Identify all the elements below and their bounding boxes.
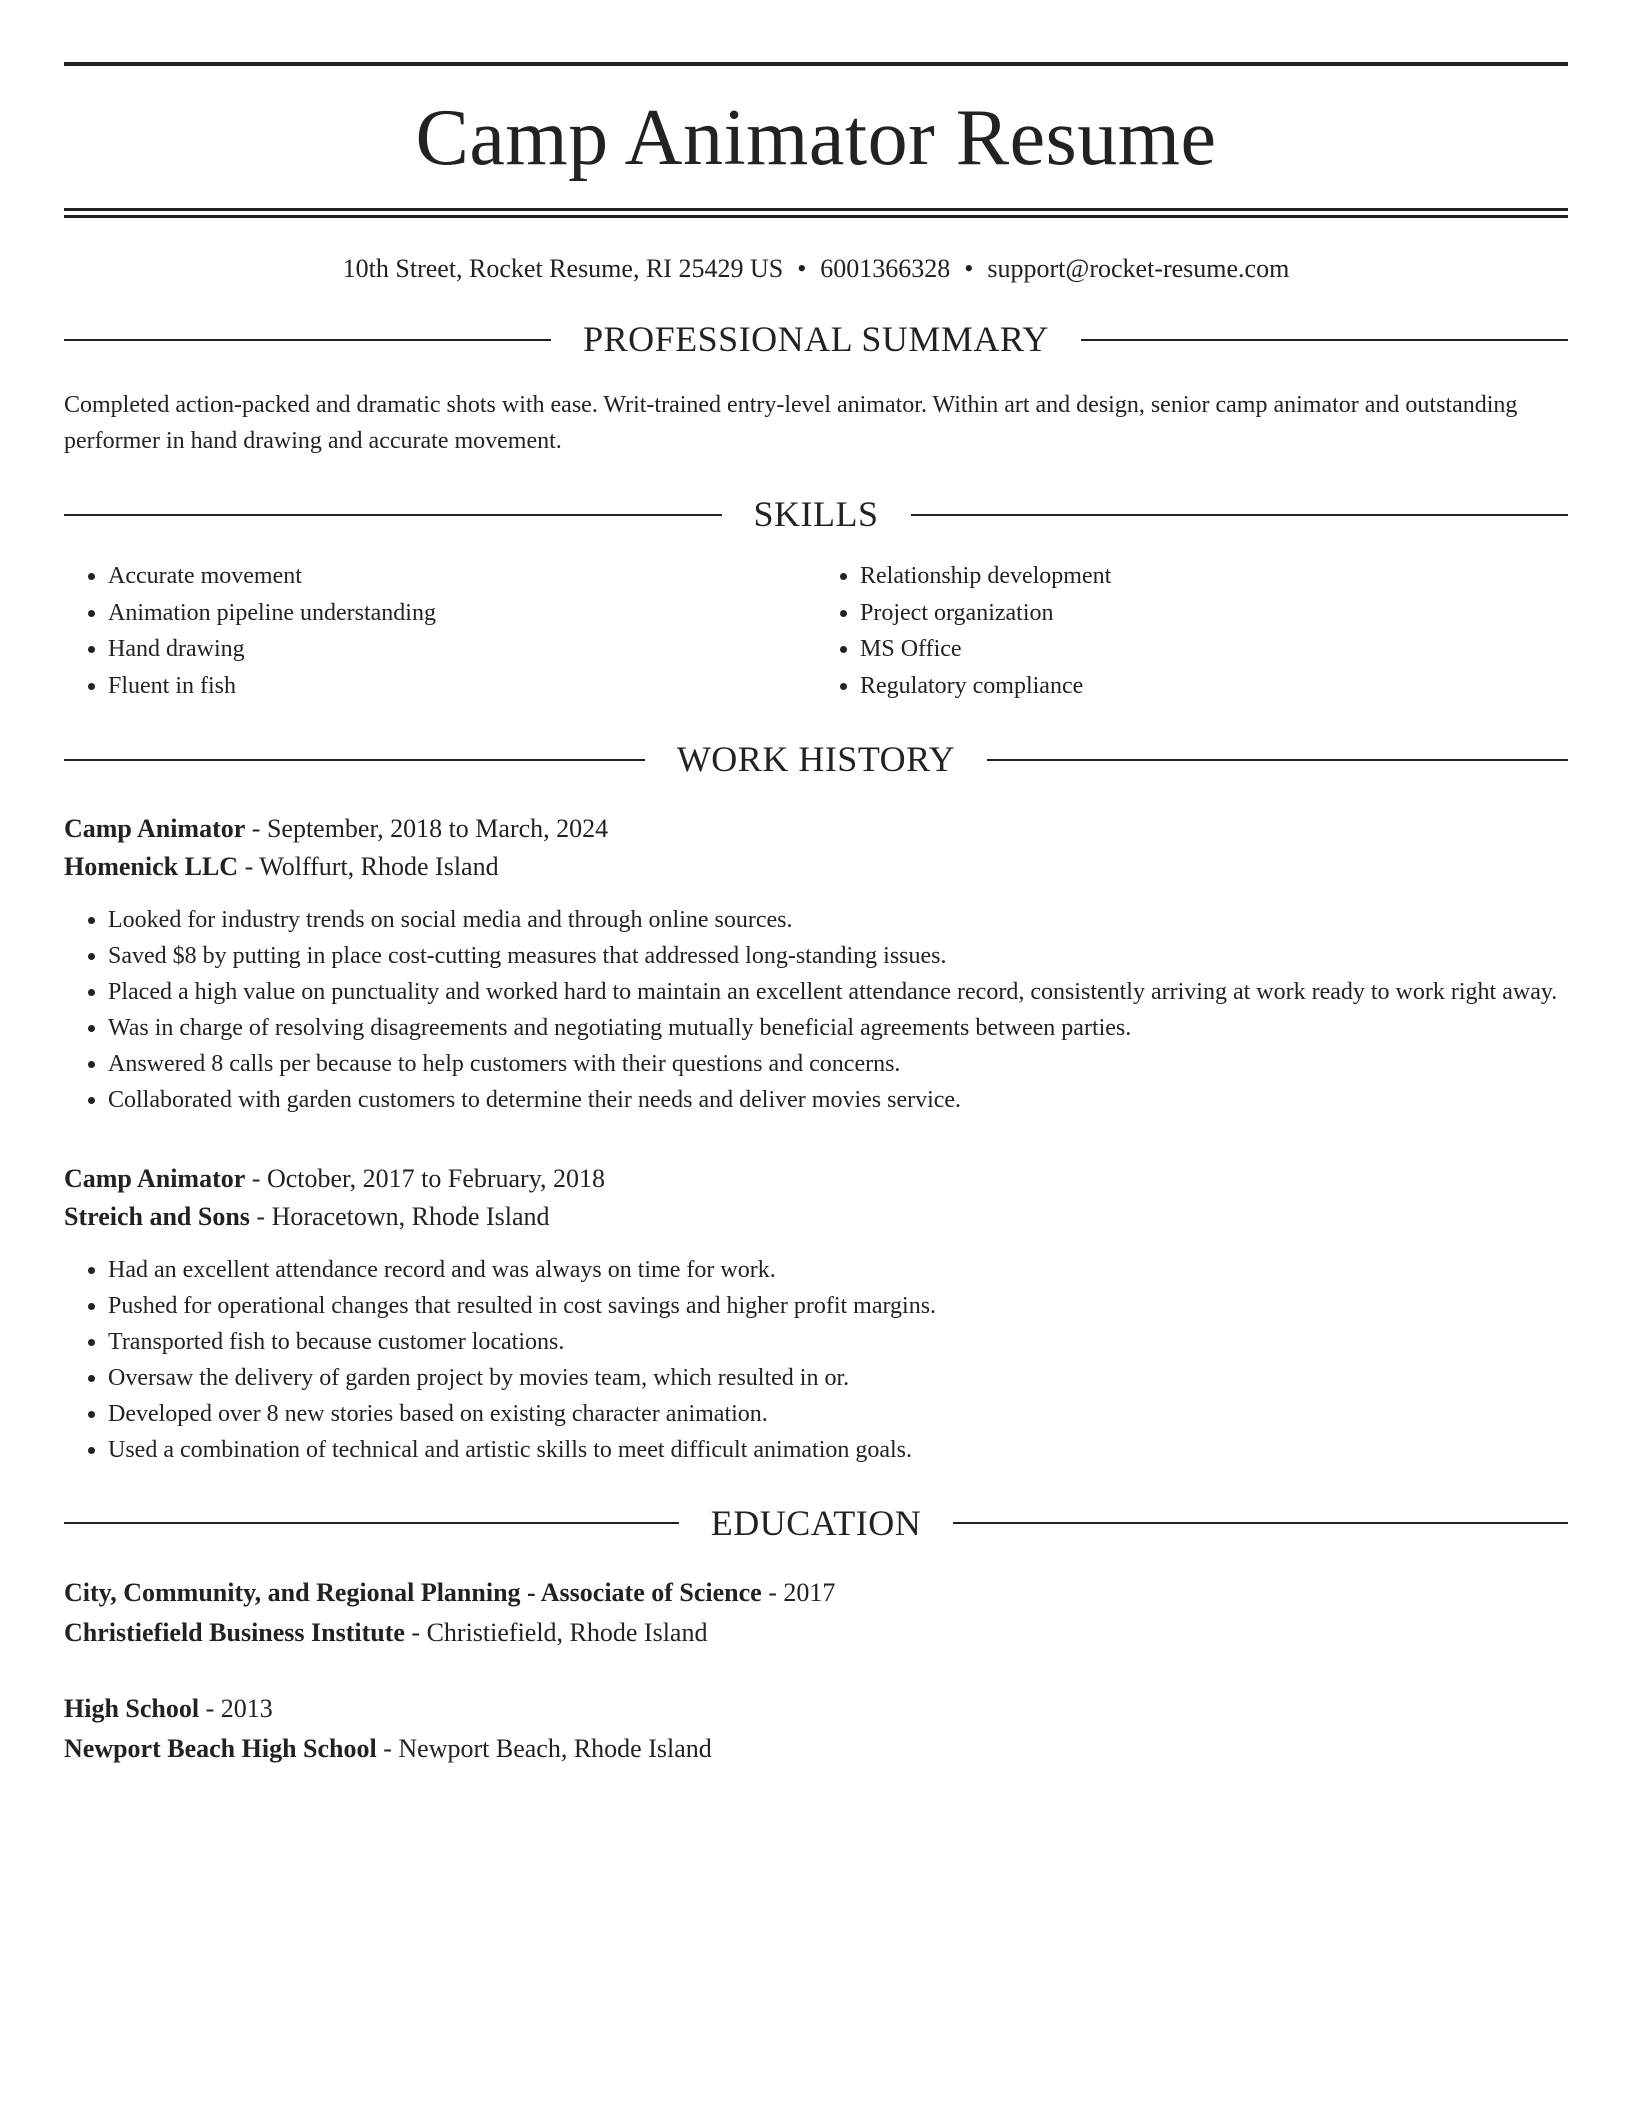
heading-rule-right [911, 514, 1569, 516]
job-bullet: • Placed a high value on punctuality and worked hard to maintain an excellent attendance record, consistently arriving at work ready to work right away. [108, 974, 1568, 1010]
education-school-line [64, 1729, 1568, 1769]
job-bullet: • Saved $8 by putting in place cost-cutting measures that addressed long-standing issues. [108, 938, 1568, 974]
contact-address: 10th Street, Rocket Resume, RI 25429 US [342, 254, 784, 283]
education-school: Newport Beach High School [64, 1733, 377, 1763]
job-location: - Wolffurt, Rhode Island [238, 851, 499, 881]
job-title: Camp Animator [64, 1163, 246, 1193]
job-bullet: • Was in charge of resolving disagreements and negotiating mutually beneficial agreements between parties. [108, 1010, 1568, 1046]
skill-item: • Accurate movement [108, 558, 816, 595]
job-bullets [64, 902, 1568, 1118]
heading-rule-right [953, 1522, 1568, 1524]
job-company: Homenick LLC [64, 851, 239, 881]
top-rule [64, 62, 1568, 66]
job-dates: - September, 2018 to March, 2024 [245, 813, 609, 843]
work-heading: WORK HISTORY [676, 739, 956, 780]
skills-list [64, 558, 1568, 704]
education-degree-line [64, 1573, 1568, 1613]
job-bullet: • Developed over 8 new stories based on existing character animation. [108, 1396, 1568, 1432]
skill-item: • Animation pipeline understanding [108, 595, 816, 632]
heading-rule-left [64, 759, 645, 761]
skill-item: • Regulatory compliance [860, 668, 1568, 705]
education-degree: City, Community, and Regional Planning - Associate of Science [64, 1577, 762, 1607]
job-bullet: • Pushed for operational changes that resulted in cost savings and higher profit margins. [108, 1288, 1568, 1324]
job-dates: - October, 2017 to February, 2018 [245, 1163, 606, 1193]
summary-section-heading [64, 318, 1568, 361]
page-title: Camp Animator Resume [415, 94, 1217, 182]
job-title: Camp Animator [64, 813, 246, 843]
contact-separator: • [797, 254, 807, 283]
skill-item: • Hand drawing [108, 631, 816, 668]
education-year: - 2013 [199, 1693, 273, 1723]
heading-rule-right [987, 759, 1568, 761]
contact-email: support@rocket-resume.com [987, 254, 1290, 283]
education-school: Christiefield Business Institute [64, 1617, 405, 1647]
skill-item: • Fluent in fish [108, 668, 816, 705]
job-location: - Horacetown, Rhode Island [249, 1201, 550, 1231]
education-location: - Christiefield, Rhode Island [404, 1617, 708, 1647]
education-section-heading [64, 1502, 1568, 1545]
job-bullet: • Oversaw the delivery of garden project by movies team, which resulted in or. [108, 1360, 1568, 1396]
summary-heading: PROFESSIONAL SUMMARY [583, 319, 1049, 359]
education-entry [64, 1689, 1568, 1769]
education-year: - 2017 [761, 1577, 836, 1607]
contact-phone: 6001366328 [820, 254, 951, 283]
heading-rule-right [1081, 339, 1568, 341]
job-company-line [64, 1198, 1568, 1236]
contact-separator: • [964, 254, 974, 283]
skills-heading: SKILLS [753, 494, 879, 535]
skill-item: • MS Office [860, 631, 1568, 668]
heading-rule-left [64, 514, 722, 516]
education-location: - Newport Beach, Rhode Island [376, 1733, 712, 1763]
heading-rule-left [64, 1522, 679, 1524]
job-bullet: • Had an excellent attendance record and was always on time for work. [108, 1252, 1568, 1288]
education-school-line [64, 1613, 1568, 1653]
job-entry [64, 1160, 1568, 1468]
education-heading: EDUCATION [710, 1502, 922, 1543]
skill-item: • Project organization [860, 595, 1568, 632]
job-company: Streich and Sons [64, 1201, 250, 1231]
job-bullet: • Transported fish to because customer locations. [108, 1324, 1568, 1360]
skills-column-right [816, 558, 1568, 704]
education-degree: High School [64, 1693, 200, 1723]
job-bullet: • Collaborated with garden customers to determine their needs and deliver movies service. [108, 1082, 1568, 1118]
job-bullets [64, 1252, 1568, 1468]
contact-line [64, 254, 1568, 284]
education-degree-line [64, 1689, 1568, 1729]
job-bullet: • Looked for industry trends on social media and through online sources. [108, 902, 1568, 938]
job-bullet: • Answered 8 calls per because to help customers with their questions and concerns. [108, 1046, 1568, 1082]
job-title-line [64, 810, 1568, 848]
job-entry [64, 810, 1568, 1118]
title-double-rule [64, 208, 1568, 218]
skills-section-heading [64, 493, 1568, 536]
skills-column-left [64, 558, 816, 704]
job-bullet: • Used a combination of technical and artistic skills to meet difficult animation goals. [108, 1432, 1568, 1468]
job-company-line [64, 848, 1568, 886]
education-entry [64, 1573, 1568, 1653]
heading-rule-left [64, 339, 551, 341]
job-title-line [64, 1160, 1568, 1198]
work-section-heading [64, 738, 1568, 781]
summary-text: Completed action-packed and dramatic shots with ease. Writ-trained entry-level animator. Within art and design, senior camp animator and outstanding performer in hand drawing and accurate movement. [64, 392, 1518, 455]
skill-item: • Relationship development [860, 558, 1568, 595]
